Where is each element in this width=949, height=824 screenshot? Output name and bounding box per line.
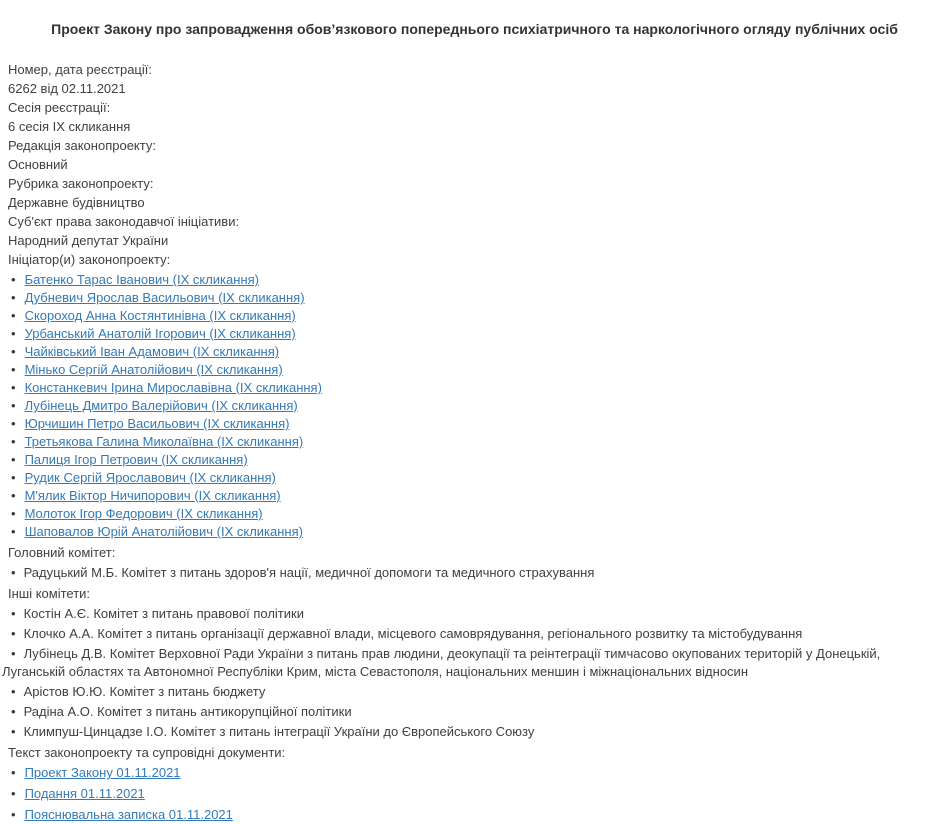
other-committees-list — [2, 605, 941, 741]
initiator-link[interactable]: Батенко Тарас Іванович (ІХ скликання) — [24, 272, 259, 287]
list-item — [8, 764, 941, 782]
bill-info — [2, 60, 941, 824]
list-item — [8, 415, 941, 433]
other-committees-label: Інші комітети: — [8, 586, 91, 601]
initiator-link[interactable]: Скороход Анна Костянтинівна (ІХ скликання) — [24, 308, 296, 323]
committee-item: • Климпуш-Цинцадзе І.О. Комітет з питань інтеграції України до Європейського Союзу — [2, 723, 941, 741]
list-item — [8, 469, 941, 487]
documents-list — [8, 764, 941, 824]
list-item — [8, 523, 941, 541]
field-label-session: Сесія реєстрації: — [8, 100, 111, 115]
field-label-registration-number: Номер, дата реєстрації: — [8, 62, 152, 77]
committee-item: • Клочко А.А. Комітет з питань організації державної влади, місцевого самоврядування, регіонального розвитку та містобудування — [2, 625, 941, 643]
field-label-rubric: Рубрика законопроекту: — [8, 176, 154, 191]
committee-item: • Лубінець Д.В. Комітет Верховної Ради України з питань прав людини, деокупації та реінтеграції тимчасово окупованих територій у Донецькій, Луганській областях та Автономної Республіки Крим, міста Севастополя, національних меншин і міжнаціональних відносин — [2, 645, 941, 681]
document-link[interactable]: Подання 01.11.2021 — [24, 786, 145, 801]
initiator-link[interactable]: Юрчишин Петро Васильович (ІХ скликання) — [24, 416, 290, 431]
list-item — [8, 379, 941, 397]
initiator-link[interactable]: Мінько Сергій Анатолійович (ІХ скликання) — [24, 362, 283, 377]
initiator-link[interactable]: Чайківський Іван Адамович (ІХ скликання) — [24, 344, 280, 359]
initiator-link[interactable]: Рудик Сергій Ярославович (ІХ скликання) — [24, 470, 276, 485]
initiator-link[interactable]: Лубінець Дмитро Валерійович (ІХ скликання) — [24, 398, 298, 413]
main-committee-list — [2, 564, 941, 582]
list-item — [8, 785, 941, 803]
field-value-session: 6 сесія ІХ скликання — [8, 119, 131, 134]
list-item — [8, 433, 941, 451]
page-title: Проект Закону про запровадження обов’язкового попереднього психіатричного та наркологічного огляду публічних осіб — [51, 21, 898, 37]
list-item — [8, 397, 941, 415]
list-item — [8, 325, 941, 343]
field-label-edition: Редакція законопроекту: — [8, 138, 156, 153]
documents-label: Текст законопроекту та супровідні документи: — [8, 745, 286, 760]
initiator-link[interactable]: Палиця Ігор Петрович (ІХ скликання) — [24, 452, 248, 467]
committee-item: • Радіна А.О. Комітет з питань антикорупційної політики — [2, 703, 941, 721]
bill-card — [2, 20, 941, 824]
list-item — [8, 271, 941, 289]
list-item — [8, 289, 941, 307]
initiators-label: Ініціатор(и) законопроекту: — [8, 252, 171, 267]
main-committee-label: Головний комітет: — [8, 545, 116, 560]
initiator-link[interactable]: Третьякова Галина Миколаївна (ІХ скликання) — [24, 434, 304, 449]
document-link[interactable]: Пояснювальна записка 01.11.2021 — [24, 807, 233, 822]
list-item — [8, 307, 941, 325]
committee-item: • Костін А.Є. Комітет з питань правової політики — [2, 605, 941, 623]
document-link[interactable]: Проект Закону 01.11.2021 — [24, 765, 181, 780]
initiator-link[interactable]: Шаповалов Юрій Анатолійович (ІХ скликання) — [24, 524, 303, 539]
field-label-initiative-subject: Суб'єкт права законодавчої ініціативи: — [8, 214, 240, 229]
initiator-link[interactable]: Урбанський Анатолій Ігорович (ІХ скликання) — [24, 326, 296, 341]
field-value-rubric: Державне будівництво — [8, 195, 145, 210]
initiator-link[interactable]: Констанкевич Ірина Мирославівна (ІХ скликання) — [24, 380, 322, 395]
field-value-initiative-subject: Народний депутат України — [8, 233, 169, 248]
list-item — [8, 451, 941, 469]
list-item — [8, 487, 941, 505]
initiator-link[interactable]: М'ялик Віктор Ничипорович (ІХ скликання) — [24, 488, 281, 503]
list-item — [8, 806, 941, 824]
list-item — [8, 343, 941, 361]
list-item — [8, 505, 941, 523]
initiator-link[interactable]: Дубневич Ярослав Васильович (ІХ скликання) — [24, 290, 305, 305]
initiator-link[interactable]: Молоток Ігор Федорович (ІХ скликання) — [24, 506, 263, 521]
initiators-list — [8, 271, 941, 541]
field-value-edition: Основний — [8, 157, 68, 172]
field-value-registration-number: 6262 від 02.11.2021 — [8, 81, 126, 96]
list-item — [8, 361, 941, 379]
committee-item: • Арістов Ю.Ю. Комітет з питань бюджету — [2, 683, 941, 701]
committee-item: • Радуцький М.Б. Комітет з питань здоров'я нації, медичної допомоги та медичного страхування — [2, 564, 941, 582]
